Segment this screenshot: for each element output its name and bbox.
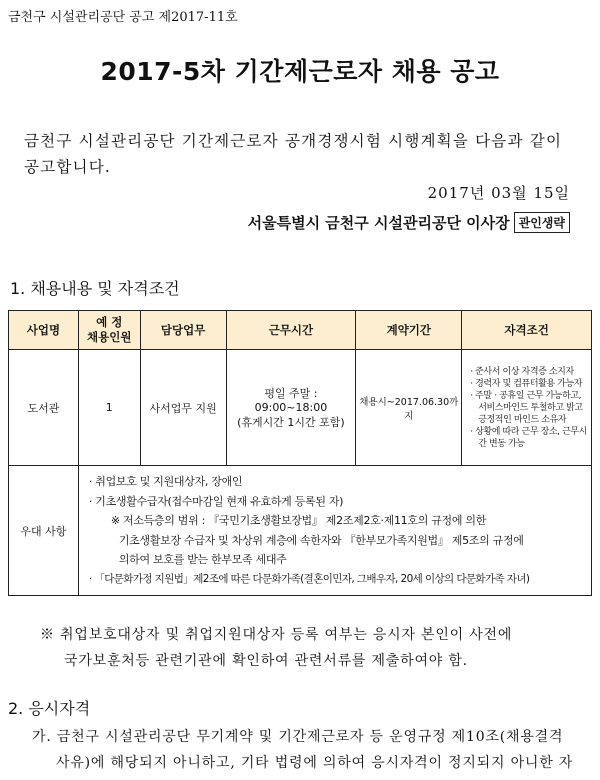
- table-header-row: [9, 311, 592, 350]
- cell-business: 도서관: [9, 350, 79, 466]
- issuer-name: 서울특별시 금천구 시설관리공단 이사장: [247, 214, 510, 232]
- seal-stamp: 관인생략: [514, 212, 570, 233]
- item-line-1: 가. 금천구 시설관리공단 무기계약 및 기간제근로자 등 운영규정 제10조(채용결격: [32, 729, 564, 745]
- header-business: 사업명: [9, 311, 79, 350]
- doc-number: 금천구 시설관리공단 공고 제2017-11호: [8, 10, 238, 25]
- header-count-line2: 채용인원: [87, 330, 132, 344]
- list-item: · 경력자 및 컴퓨터활용 가능자: [470, 378, 583, 389]
- list-item: · 주말 · 공휴일 근무 가능하고, 서비스마인드 투철하고 밝고 긍정적인 마인드 소유자: [470, 390, 583, 425]
- preference-label: 우대 사항: [9, 466, 79, 596]
- section-1-heading: 1. 채용내용 및 자격조건: [10, 279, 180, 298]
- preference-content: [78, 466, 591, 596]
- section-2-heading: 2. 응시자격: [8, 699, 91, 718]
- header-count-line1: 예 정: [96, 315, 123, 329]
- preference-note: ※ 저소득층의 범위 : 『국민기초생활보장법』 제2조제2호·제11호의 규정에 의한: [110, 514, 487, 527]
- intro-paragraph: 금천구 시설관리공단 기간제근로자 공개경쟁시험 시행계획을 다음과 같이 공고합니다.: [24, 132, 563, 176]
- header-hours: 근무시간: [226, 311, 356, 350]
- hours-line1: 평일 주말 : 09:00~18:00: [254, 387, 328, 414]
- notice-note: [40, 622, 580, 674]
- cell-period: 채용시~2017.06.30까지: [356, 350, 462, 466]
- eligibility-item-ga: [32, 724, 592, 776]
- note-line-2: 국가보훈처등 관련기관에 확인하여 관련서류를 제출하여야 함.: [64, 653, 468, 669]
- item-line-2: 사유)에 해당되지 아니하고, 기타 법령에 의하여 응시자격이 정지되지 아니한 자: [56, 755, 574, 771]
- table-row: [9, 350, 592, 466]
- cell-hours: [226, 350, 356, 466]
- qual-list: [462, 362, 591, 454]
- recruitment-table: [8, 310, 592, 596]
- preference-note: 기초생활보장 수급자 및 차상위 계층에 속한자와 『한부모가족지원법』 제5조의 규정에: [118, 533, 524, 547]
- announcement-date: 2017년 03월 15일: [427, 184, 570, 202]
- preference-item: · 「다문화가정 지원법」제2조에 따른 다문화가족(결혼이민자, 그배우자, 20세 이상의 다문화가족 자녀): [88, 572, 530, 585]
- list-item: · 상황에 따라 근무 장소, 근무시간 변동 가능: [470, 426, 587, 449]
- cell-count: 1: [78, 350, 140, 466]
- preference-note: 의하여 보호를 받는 한부모족 세대주: [118, 553, 287, 566]
- preference-row: [9, 466, 592, 596]
- list-item: · 준사서 이상 자격증 소지자: [470, 366, 574, 377]
- preference-item: · 취업보호 및 지원대상자, 장애인: [88, 475, 243, 488]
- page-title: 2017-5차 기간제근로자 채용 공고: [100, 57, 500, 86]
- header-count: [78, 311, 140, 350]
- header-period: 계약기간: [356, 311, 462, 350]
- hours-line2: (휴게시간 1시간 포함): [237, 416, 345, 429]
- note-line-1: ※ 취업보호대상자 및 취업지원대상자 등록 여부는 응시자 본인이 사전에: [40, 627, 513, 643]
- cell-duty: 사서업무 지원: [140, 350, 226, 466]
- header-duty: 담당업무: [140, 311, 226, 350]
- cell-qual: [462, 350, 592, 466]
- issuer-block: [248, 212, 570, 233]
- header-qual: 자격조건: [462, 311, 592, 350]
- preference-item: · 기초생활수급자(접수마감일 현재 유효하게 등록된 자): [88, 494, 344, 508]
